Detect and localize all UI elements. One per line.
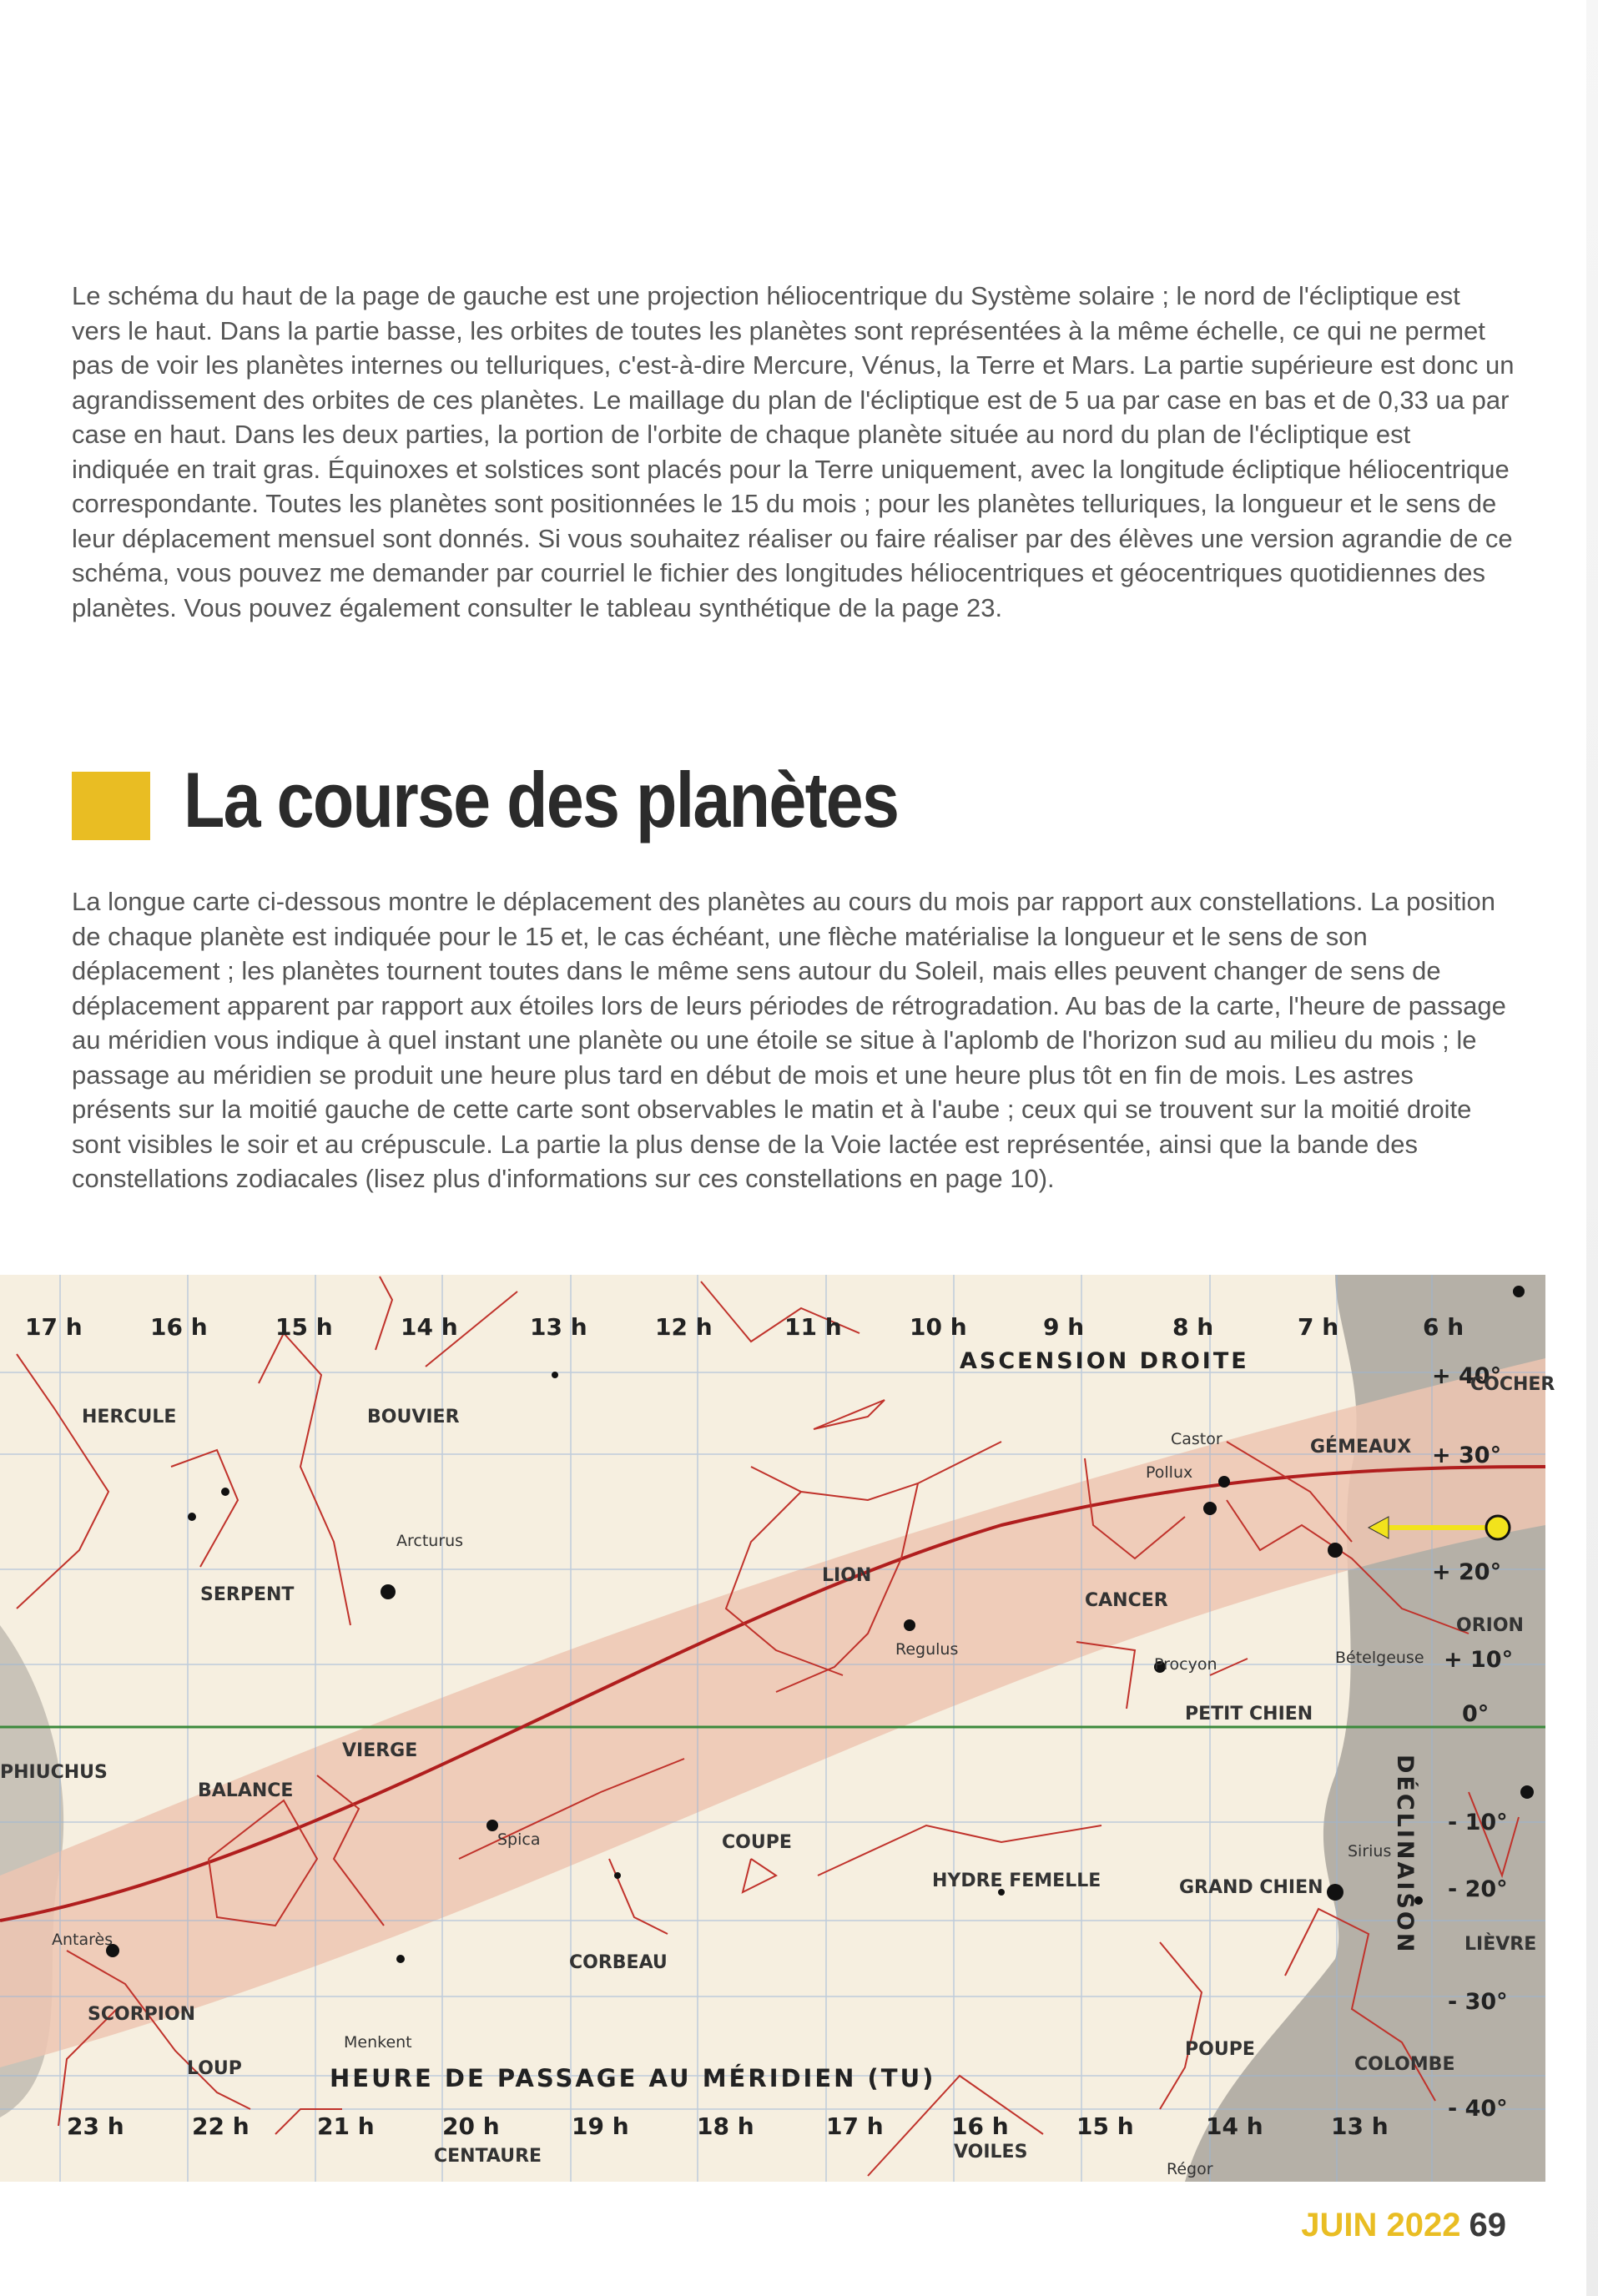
footer-month: JUIN 2022 <box>1301 2207 1461 2243</box>
svg-text:PHIUCHUS: PHIUCHUS <box>0 1762 108 1783</box>
svg-text:7 h: 7 h <box>1298 1313 1339 1341</box>
svg-text:+ 40°: + 40° <box>1432 1363 1502 1389</box>
svg-text:Spica: Spica <box>497 1830 541 1849</box>
svg-text:19 h: 19 h <box>572 2112 629 2140</box>
star-map <box>0 1275 1555 2182</box>
svg-text:22 h: 22 h <box>192 2112 250 2140</box>
svg-text:Régor: Régor <box>1167 2160 1213 2178</box>
sun-icon <box>1486 1516 1510 1539</box>
svg-text:LOUP: LOUP <box>187 2058 242 2079</box>
page-number: 69 <box>1469 2207 1506 2243</box>
svg-text:LIÈVRE: LIÈVRE <box>1464 1934 1537 1955</box>
declination-axis-title: DÉCLINAISON <box>1392 1755 1418 1955</box>
svg-text:11 h: 11 h <box>784 1313 842 1341</box>
svg-text:0°: 0° <box>1462 1701 1490 1727</box>
svg-text:COCHER: COCHER <box>1470 1374 1555 1395</box>
intro-paragraph: Le schéma du haut de la page de gauche est une projection héliocentrique du Système solaire ; le nord de l'écliptique est vers le haut. Dans la partie basse, les orbites de toutes les planètes sont représentées à la même échelle, ce qui ne permet pas de voir les planètes internes ou telluriques, c'est-à-dire Mercure, Vénus, la Terre et Mars. La partie supérieure est donc un agrandissement des orbites de ces planètes. Le maillage du plan de l'écliptique est de 5 ua par case en bas et de 0,33 ua par case en haut. Dans les deux parties, la portion de l'orbite de chaque planète située au nord du plan de l'écliptique est indiquée en trait gras. Équinoxes et solstices sont placés pour la Terre uniquement, avec la longitude écliptique héliocentrique correspondante. Toutes les planètes sont positionnées le 15 du mois ; pour les planètes telluriques, la longueur et le sens de leur déplacement mensuel sont donnés. Si vous souhaitez réaliser ou faire réaliser par des élèves une version agrandie de ce schéma, vous pouvez me demander par courriel le fichier des longitudes héliocentriques et géocentriques quotidiennes des planètes. Vous pouvez également consulter le tableau synthétique de la page 23. <box>72 281 1515 622</box>
svg-text:HYDRE FEMELLE: HYDRE FEMELLE <box>932 1871 1101 1891</box>
svg-text:HERCULE: HERCULE <box>82 1407 177 1427</box>
svg-text:CENTAURE: CENTAURE <box>434 2146 542 2167</box>
svg-text:COUPE: COUPE <box>722 1832 792 1853</box>
svg-text:Antarès: Antarès <box>52 1931 113 1949</box>
svg-text:20 h: 20 h <box>442 2112 500 2140</box>
svg-text:Pollux: Pollux <box>1146 1463 1193 1482</box>
svg-text:GÉMEAUX: GÉMEAUX <box>1310 1437 1412 1458</box>
svg-text:10 h: 10 h <box>910 1313 967 1341</box>
svg-text:23 h: 23 h <box>67 2112 124 2140</box>
svg-text:COLOMBE: COLOMBE <box>1354 2054 1455 2075</box>
svg-text:12 h: 12 h <box>655 1313 713 1341</box>
svg-text:CANCER: CANCER <box>1085 1590 1168 1611</box>
svg-text:- 30°: - 30° <box>1448 1989 1508 2015</box>
svg-text:Menkent: Menkent <box>344 2033 412 2052</box>
section-title: La course des planètes <box>184 756 899 843</box>
svg-text:13 h: 13 h <box>1331 2112 1389 2140</box>
page-edge <box>1586 0 1598 2296</box>
ra-axis-title: ASCENSION DROITE <box>960 1348 1249 1374</box>
page-footer <box>1301 2207 1506 2244</box>
svg-text:17 h: 17 h <box>826 2112 884 2140</box>
svg-text:14 h: 14 h <box>401 1313 458 1341</box>
svg-text:Arcturus: Arcturus <box>396 1532 464 1550</box>
svg-text:15 h: 15 h <box>1076 2112 1134 2140</box>
svg-text:21 h: 21 h <box>317 2112 375 2140</box>
svg-text:GRAND CHIEN: GRAND CHIEN <box>1179 1877 1323 1898</box>
svg-text:Regulus: Regulus <box>895 1640 959 1659</box>
svg-text:- 10°: - 10° <box>1448 1810 1508 1835</box>
svg-text:Castor: Castor <box>1171 1430 1222 1448</box>
svg-text:VOILES: VOILES <box>954 2142 1028 2163</box>
svg-text:13 h: 13 h <box>530 1313 587 1341</box>
svg-text:18 h: 18 h <box>697 2112 754 2140</box>
svg-text:BOUVIER: BOUVIER <box>367 1407 460 1427</box>
svg-text:CORBEAU: CORBEAU <box>569 1952 668 1973</box>
svg-text:- 20°: - 20° <box>1448 1876 1508 1902</box>
svg-text:+ 10°: + 10° <box>1444 1647 1514 1673</box>
svg-text:POUPE: POUPE <box>1185 2039 1255 2060</box>
svg-text:Procyon: Procyon <box>1154 1655 1217 1674</box>
svg-text:8 h: 8 h <box>1172 1313 1214 1341</box>
svg-text:PETIT CHIEN: PETIT CHIEN <box>1185 1704 1313 1725</box>
section-marker <box>72 772 150 840</box>
meridian-axis-title: HEURE DE PASSAGE AU MÉRIDIEN (TU) <box>330 2064 936 2092</box>
svg-text:16 h: 16 h <box>951 2112 1009 2140</box>
svg-text:17 h: 17 h <box>25 1313 83 1341</box>
svg-text:9 h: 9 h <box>1043 1313 1085 1341</box>
svg-text:+ 20°: + 20° <box>1432 1559 1502 1585</box>
lead-paragraph: La longue carte ci-dessous montre le déplacement des planètes au cours du mois par rapport aux constellations. La position de chaque planète est indiquée pour le 15 et, le cas échéant, une flèche matérialise la longueur et le sens de son déplacement ; les planètes tournent toutes dans le même sens autour du Soleil, mais elles peuvent changer de sens de déplacement apparent par rapport aux étoiles lors de leurs périodes de rétrogradation. Au bas de la carte, l'heure de passage au méridien vous indique à quel instant une planète ou une étoile se situe à l'aplomb de l'horizon sud au milieu du mois ; le passage au méridien se produit une heure plus tard en début de mois et une heure plus tôt en fin de mois. Les astres présents sur la moitié gauche de cette carte sont observables le matin et à l'aube ; ceux qui se trouvent sur la moitié droite sont visibles le soir et au crépuscule. La partie la plus dense de la Voie lactée est représentée, ainsi que la bande des constellations zodiacales (lisez plus d'informations sur ces constellations en page 10). <box>72 887 1506 1193</box>
svg-text:Bételgeuse: Bételgeuse <box>1335 1649 1424 1667</box>
svg-text:15 h: 15 h <box>275 1313 333 1341</box>
svg-text:SERPENT: SERPENT <box>200 1584 295 1605</box>
svg-text:14 h: 14 h <box>1206 2112 1263 2140</box>
svg-text:SCORPION: SCORPION <box>88 2004 196 2025</box>
svg-text:ORION: ORION <box>1456 1615 1524 1636</box>
svg-text:- 40°: - 40° <box>1448 2096 1508 2122</box>
svg-text:LION: LION <box>822 1565 872 1586</box>
svg-text:16 h: 16 h <box>150 1313 208 1341</box>
svg-text:+ 30°: + 30° <box>1432 1443 1502 1468</box>
svg-text:BALANCE: BALANCE <box>198 1780 294 1801</box>
svg-text:VIERGE: VIERGE <box>342 1740 418 1761</box>
svg-text:Sirius: Sirius <box>1348 1842 1392 1860</box>
svg-text:6 h: 6 h <box>1423 1313 1464 1341</box>
